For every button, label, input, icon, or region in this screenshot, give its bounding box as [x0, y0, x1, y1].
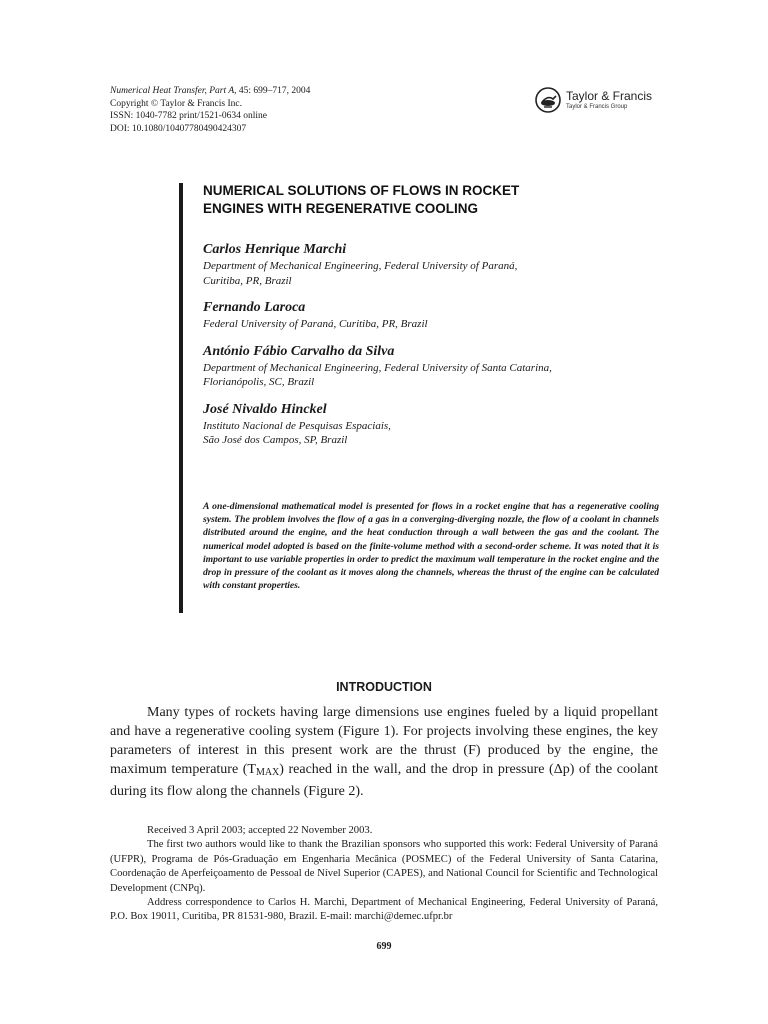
- author-affiliation: São José dos Campos, SP, Brazil: [203, 434, 348, 446]
- intro-subscript: MAX: [255, 767, 280, 778]
- author-affiliation: Instituto Nacional de Pesquisas Espaciais,: [203, 419, 391, 432]
- footnotes: [110, 824, 658, 925]
- author-list: [203, 240, 673, 458]
- author-block: [203, 240, 673, 288]
- paper-title: [203, 182, 623, 218]
- author-name: Fernando Laroca: [203, 300, 306, 315]
- author-name: José Nivaldo Hinckel: [203, 401, 327, 417]
- page-number: 699: [376, 941, 392, 952]
- author-block: [203, 298, 673, 332]
- author-affiliation: Department of Mechanical Engineering, Federal University of Paraná,: [203, 260, 518, 272]
- author-affiliation: Florianópolis, SC, Brazil: [203, 376, 315, 388]
- publisher-name: Taylor & Francis: [566, 89, 653, 103]
- journal-info: [110, 85, 310, 135]
- introduction-paragraph: [110, 703, 658, 801]
- footnote-acknowledgment: The first two authors would like to thank the Brazilian sponsors who supported this work: Federal University of Paraná (UFPR), Programa de Pós-Graduação em Engenharia Mecânica (POSMEC) of the Federal University of Santa Catarina, Coordenação de Aperfeiçoamento de Pessoal de Nível Superior (CAPES), and National Council for Scientific and Technological Development (CNPq).: [110, 839, 658, 894]
- title-vertical-rule: [179, 183, 183, 613]
- journal-name: Numerical Heat Transfer, Part A: [110, 86, 235, 96]
- intro-text: ) reached in the wall, and the drop in pressure (Δp) of the coolant during its flow along the channels (Figure 2).: [110, 762, 658, 799]
- journal-citation: [110, 85, 310, 98]
- doi-line: DOI: 10.1080/10407780490424307: [110, 123, 247, 134]
- section-heading-introduction: INTRODUCTION: [336, 680, 432, 694]
- author-block: [203, 400, 673, 448]
- issn-line: ISSN: 1040-7782 print/1521-0634 online: [110, 111, 268, 121]
- title-line: ENGINES WITH REGENERATIVE COOLING: [203, 201, 479, 216]
- author-affiliation: Department of Mechanical Engineering, Federal University of Santa Catarina,: [203, 361, 552, 374]
- author-affiliation: Federal University of Paraná, Curitiba, PR, Brazil: [203, 318, 428, 330]
- author-affiliation: Curitiba, PR, Brazil: [203, 274, 292, 287]
- author-name: Carlos Henrique Marchi: [203, 242, 347, 257]
- publisher-logo: [534, 86, 674, 118]
- copyright-line: Copyright © Taylor & Francis Inc.: [110, 98, 242, 109]
- footnote-received: Received 3 April 2003; accepted 22 November 2003.: [147, 825, 373, 836]
- author-block: [203, 342, 673, 390]
- lamp-icon: [534, 86, 562, 114]
- abstract: A one-dimensional mathematical model is presented for flows in a rocket engine that has a regenerative cooling system. The problem involves the flow of a gas in a converging-diverging nozzle, the flow of a coolant in channels distributed around the engine, and the heat conduction through a wall between the gas and the coolant. The numerical model adopted is based on the finite-volume method with a second-order scheme. It was noted that it is important to use variable properties in order to predict the maximum wall temperature in the rocket engine and the drop in pressure of the coolant as it moves along the channels, whereas the thrust of the engine can be calculated with constant properties.: [203, 501, 659, 592]
- publisher-group: Taylor & Francis Group: [566, 104, 628, 110]
- author-name: António Fábio Carvalho da Silva: [203, 343, 395, 359]
- intro-text: Many types of rockets having large dimensions use engines fueled by a liquid propellant and have a regenerative cooling system (Figure 1). For projects involving these engines, the key parameters of interest in this present work are the thrust (F) produced by the engine, the maximum temperature (T: [110, 705, 658, 777]
- footnote-correspondence: Address correspondence to Carlos H. Marchi, Department of Mechanical Engineering, Federal University of Paraná, P.O. Box 19011, Curitiba, PR 81531-980, Brazil. E-mail: marchi@demec.ufpr.br: [110, 897, 658, 923]
- title-line: NUMERICAL SOLUTIONS OF FLOWS IN ROCKET: [203, 183, 520, 198]
- journal-volume: , 45: 699–717, 2004: [234, 86, 311, 96]
